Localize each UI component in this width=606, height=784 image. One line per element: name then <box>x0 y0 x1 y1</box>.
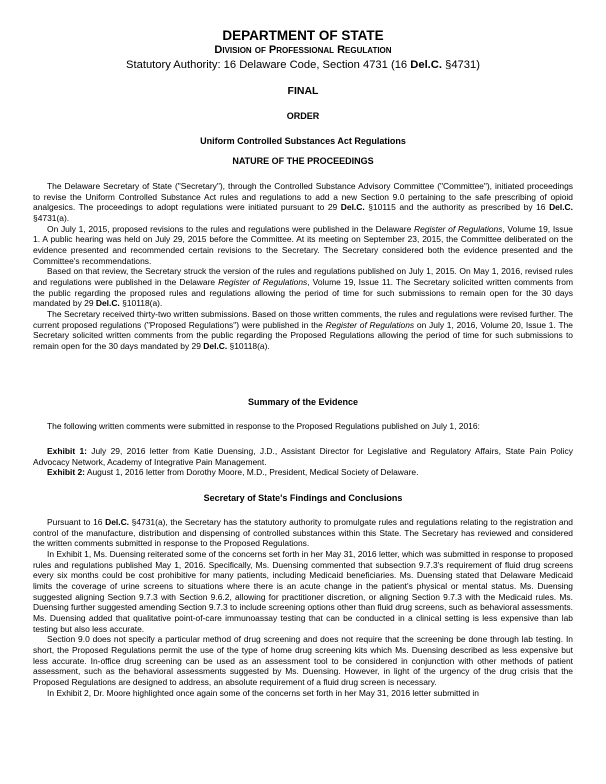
summary-intro: The following written comments were submitted in response to the Proposed Regulations published on July 1, 2016: <box>47 421 480 431</box>
findings-paragraph-2: In Exhibit 1, Ms. Duensing reiterated some of the concerns set forth in her May 31, 2016 letter, which was submitted in response to proposed rules and regulations published May 1, 2016. Specifically, Ms. Duensing commented that subsection 9.7.3's requirement of fluid drug screens every six months could be cost prohibitive for many patients, including Medicaid beneficiaries. Ms. Duensing stated that Delaware Medicaid limits the coverage of urine screens to situations where there is an acute change in the patient's physical or mental status. Ms. Duensing suggested aligning Section 9.7.3 with Section 9.6.2, allowing for practitioner discretion, or aligning Section 9.7.3 with the Medicaid rules. Ms. Duensing further suggested amending Section 9.7.3 to include screening options other than fluid drug screens, such as behavioral assessments. Ms. Duensing added that qualitative point-of-care immunoassay testing that can be conducted in a clinical setting is less expensive than lab testing but also less accurate. <box>33 548 573 634</box>
final-label: FINAL <box>287 85 319 97</box>
order-label: ORDER <box>286 111 320 121</box>
authority-section: §4731) <box>441 59 480 71</box>
findings-paragraph-1: Pursuant to 16 Del.C. §4731(a), the Secretary has the statutory authority to promulgate rules and regulations relating to the registration and control of the manufacture, distribution and dispensing of controlled substances within this State. The Secretary has reviewed and considered the written comments submitted in response to the Proposed Regulations. <box>33 517 573 549</box>
findings-heading: Secretary of State's Findings and Conclusions <box>203 493 403 503</box>
authority-delc: Del.C. <box>410 59 442 71</box>
regulation-title: Uniform Controlled Substances Act Regulations <box>200 136 406 146</box>
findings-paragraph-3: Section 9.0 does not specify a particular method of drug screening and does not require that the screening be done through lab testing. In short, the Proposed Regulations permit the use of the type of home drug screening kits which Ms. Duensing described as less expensive but less accurate. In-office drug screening can be used as an assessment tool to be considered in conjunction with other methods of patient assessment, such as the behavioral assessments suggested by Ms. Duensing. However, in light of the urgency of the drug crisis that the Proposed Regulations are designed to address, an absolute requirement of a fluid drug screen is necessary. <box>33 634 573 687</box>
nature-paragraph-4: The Secretary received thirty-two written submissions. Based on those written comments, the rules and regulations were revised further. The current proposed regulations ("Proposed Regulations") were published in the Register of Regulations on July 1, 2016, Volume 20, Issue 1. The Secretary solicited written comments from the public regarding the Proposed Regulations allowing the period of time for such submissions to remain open for the 30 days mandated by 29 Del.C. §10118(a). <box>33 308 573 351</box>
department-title: DEPARTMENT OF STATE <box>222 28 384 43</box>
findings-section <box>33 517 573 698</box>
nature-section <box>33 181 573 352</box>
nature-paragraph-3: Based on that review, the Secretary struck the version of the rules and regulations published on July 1, 2015. On May 1, 2016, revised rules and regulations were published in the Delaware Register of Regulations, Volume 19, Issue 11. The Secretary solicited written comments from the public regarding the proposed rules and regulations allowing the period of time for such submissions to remain open for the 30 days mandated by 29 Del.C. §10118(a). <box>33 266 573 309</box>
statutory-authority <box>0 59 606 71</box>
nature-paragraph-2: On July 1, 2015, proposed revisions to the rules and regulations were published in the Delaware Register of Regulations, Volume 19, Issue 1. A public hearing was held on July 29, 2015 before the Committee. At its meeting on September 23, 2015, the Committee deliberated on the evidence presented and recommended certain revisions to the Secretary. The Secretary considered both the evidence presented and the Committee's recommendations. <box>33 223 573 266</box>
exhibit-1: Exhibit 1: July 29, 2016 letter from Katie Duensing, J.D., Assistant Director for Legislative and Regulatory Affairs, State Pain Policy Advocacy Network, Academy of Integrative Pain Management. <box>33 446 573 467</box>
nature-heading: NATURE OF THE PROCEEDINGS <box>232 156 374 166</box>
nature-paragraph-1: The Delaware Secretary of State ("Secretary"), through the Controlled Substance Advisory Committee ("Committee"), initiated proceedings to revise the Uniform Controlled Substance Act rules and regulations to add a new Section 9.0 pertaining to the safe prescribing of opioid analgesics. The proceedings to adopt regulations were initiated pursuant to 29 Del.C. §10115 and the authority as prescribed by 16 Del.C. §4731(a). <box>33 181 573 223</box>
division-title: Division of Professional Regulation <box>214 44 392 56</box>
authority-text: Statutory Authority: 16 Delaware Code, Section 4731 (16 <box>126 59 411 71</box>
exhibits-list <box>33 446 573 478</box>
exhibit-2: Exhibit 2: August 1, 2016 letter from Dorothy Moore, M.D., President, Medical Society of Delaware. <box>47 467 419 478</box>
findings-paragraph-4: In Exhibit 2, Dr. Moore highlighted once again some of the concerns set forth in her May 31, 2016 letter submitted in <box>47 687 479 698</box>
summary-heading: Summary of the Evidence <box>247 397 359 407</box>
